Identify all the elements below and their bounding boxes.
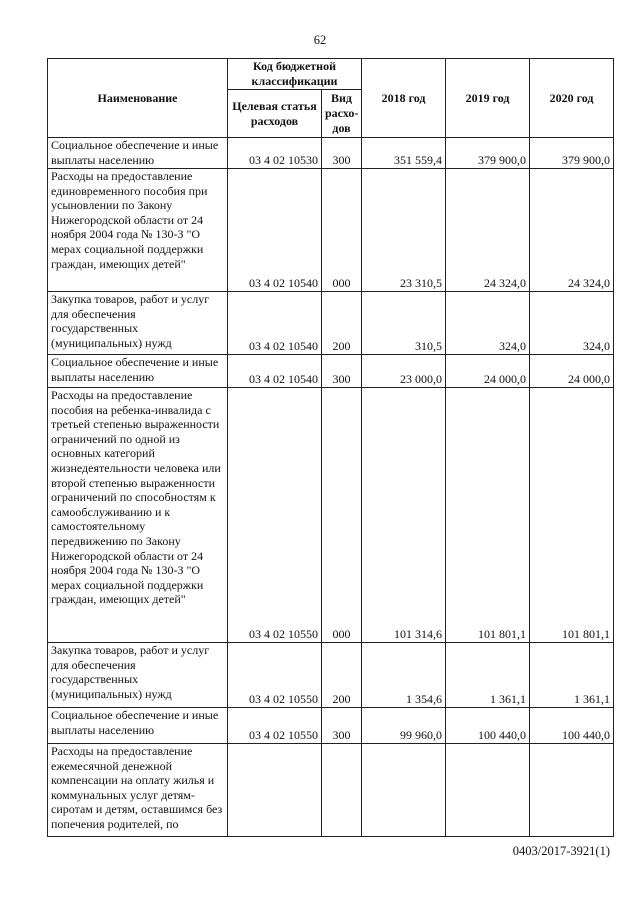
row-target-article: 03 4 02 10540 <box>228 355 322 388</box>
header-year-2018: 2018 год <box>362 59 446 138</box>
header-name: Наименование <box>48 59 228 138</box>
budget-table <box>47 58 614 837</box>
row-expense-type: 000 <box>322 169 362 292</box>
table-row <box>48 169 614 292</box>
row-value-2018: 310,5 <box>362 292 446 355</box>
row-value-2019: 101 801,1 <box>446 388 530 643</box>
row-value-2019: 324,0 <box>446 292 530 355</box>
table-row <box>48 708 614 744</box>
row-value-2019: 24 324,0 <box>446 169 530 292</box>
row-expense-type: 200 <box>322 292 362 355</box>
row-value-2020 <box>530 744 614 837</box>
row-value-2019: 100 440,0 <box>446 708 530 744</box>
header-expense-type: Вид расхо-дов <box>322 90 362 138</box>
row-value-2020: 324,0 <box>530 292 614 355</box>
row-value-2018: 101 314,6 <box>362 388 446 643</box>
row-name: Социальное обеспечение и иные выплаты населению <box>48 355 228 388</box>
row-expense-type: 200 <box>322 643 362 708</box>
row-value-2020: 24 000,0 <box>530 355 614 388</box>
table-row <box>48 388 614 643</box>
row-value-2020: 1 361,1 <box>530 643 614 708</box>
table-row <box>48 292 614 355</box>
row-name: Социальное обеспечение и иные выплаты населению <box>48 708 228 744</box>
page-number: 62 <box>313 33 327 47</box>
row-value-2019: 379 900,0 <box>446 138 530 169</box>
row-value-2019: 1 361,1 <box>446 643 530 708</box>
row-value-2020: 100 440,0 <box>530 708 614 744</box>
row-name: Расходы на предоставление единовременного пособия при усыновлении по Закону Нижегородской области от 24 ноября 2004 года № 130-З "О мерах социальной поддержки граждан, имеющих детей" <box>48 169 228 292</box>
table-row <box>48 643 614 708</box>
row-name: Расходы на предоставление ежемесячной денежной компенсации на оплату жилья и коммунальных услуг детям-сиротам и детям, оставшимся без попечения родителей, по <box>48 744 228 837</box>
header-code-group: Код бюджетной классификации <box>228 59 362 90</box>
row-target-article: 03 4 02 10550 <box>228 388 322 643</box>
row-target-article: 03 4 02 10530 <box>228 138 322 169</box>
row-expense-type: 300 <box>322 138 362 169</box>
row-value-2019 <box>446 744 530 837</box>
row-value-2018: 351 559,4 <box>362 138 446 169</box>
row-value-2020: 101 801,1 <box>530 388 614 643</box>
row-target-article: 03 4 02 10540 <box>228 169 322 292</box>
table-row <box>48 138 614 169</box>
table-row <box>48 744 614 837</box>
row-expense-type: 300 <box>322 355 362 388</box>
row-value-2018: 99 960,0 <box>362 708 446 744</box>
row-name: Расходы на предоставление пособия на ребенка-инвалида с третьей степенью выраженности ограничений по одной из основных категорий жизнедеятельности человека или второй степенью выраженности ограничений по способностям к самообслуживанию и к самостоятельному передвижению по Закону Нижегородской области от 24 ноября 2004 года № 130-З "О мерах социальной поддержки граждан, имеющих детей" <box>48 388 228 643</box>
header-year-2020: 2020 год <box>530 59 614 138</box>
row-value-2018 <box>362 744 446 837</box>
document-code: 0403/2017-3921(1) <box>512 844 610 858</box>
row-value-2018: 23 000,0 <box>362 355 446 388</box>
header-year-2019: 2019 год <box>446 59 530 138</box>
row-value-2018: 1 354,6 <box>362 643 446 708</box>
row-value-2019: 24 000,0 <box>446 355 530 388</box>
row-target-article: 03 4 02 10550 <box>228 708 322 744</box>
header-target-article: Целевая статья расходов <box>228 90 322 138</box>
row-name: Закупка товаров, работ и услуг для обеспечения государственных (муниципальных) нужд <box>48 643 228 708</box>
row-expense-type: 000 <box>322 388 362 643</box>
row-target-article: 03 4 02 10540 <box>228 292 322 355</box>
row-value-2018: 23 310,5 <box>362 169 446 292</box>
row-expense-type <box>322 744 362 837</box>
row-name: Социальное обеспечение и иные выплаты населению <box>48 138 228 169</box>
table-row <box>48 355 614 388</box>
row-target-article <box>228 744 322 837</box>
row-name: Закупка товаров, работ и услуг для обеспечения государственных (муниципальных) нужд <box>48 292 228 355</box>
row-value-2020: 379 900,0 <box>530 138 614 169</box>
row-target-article: 03 4 02 10550 <box>228 643 322 708</box>
row-expense-type: 300 <box>322 708 362 744</box>
row-value-2020: 24 324,0 <box>530 169 614 292</box>
